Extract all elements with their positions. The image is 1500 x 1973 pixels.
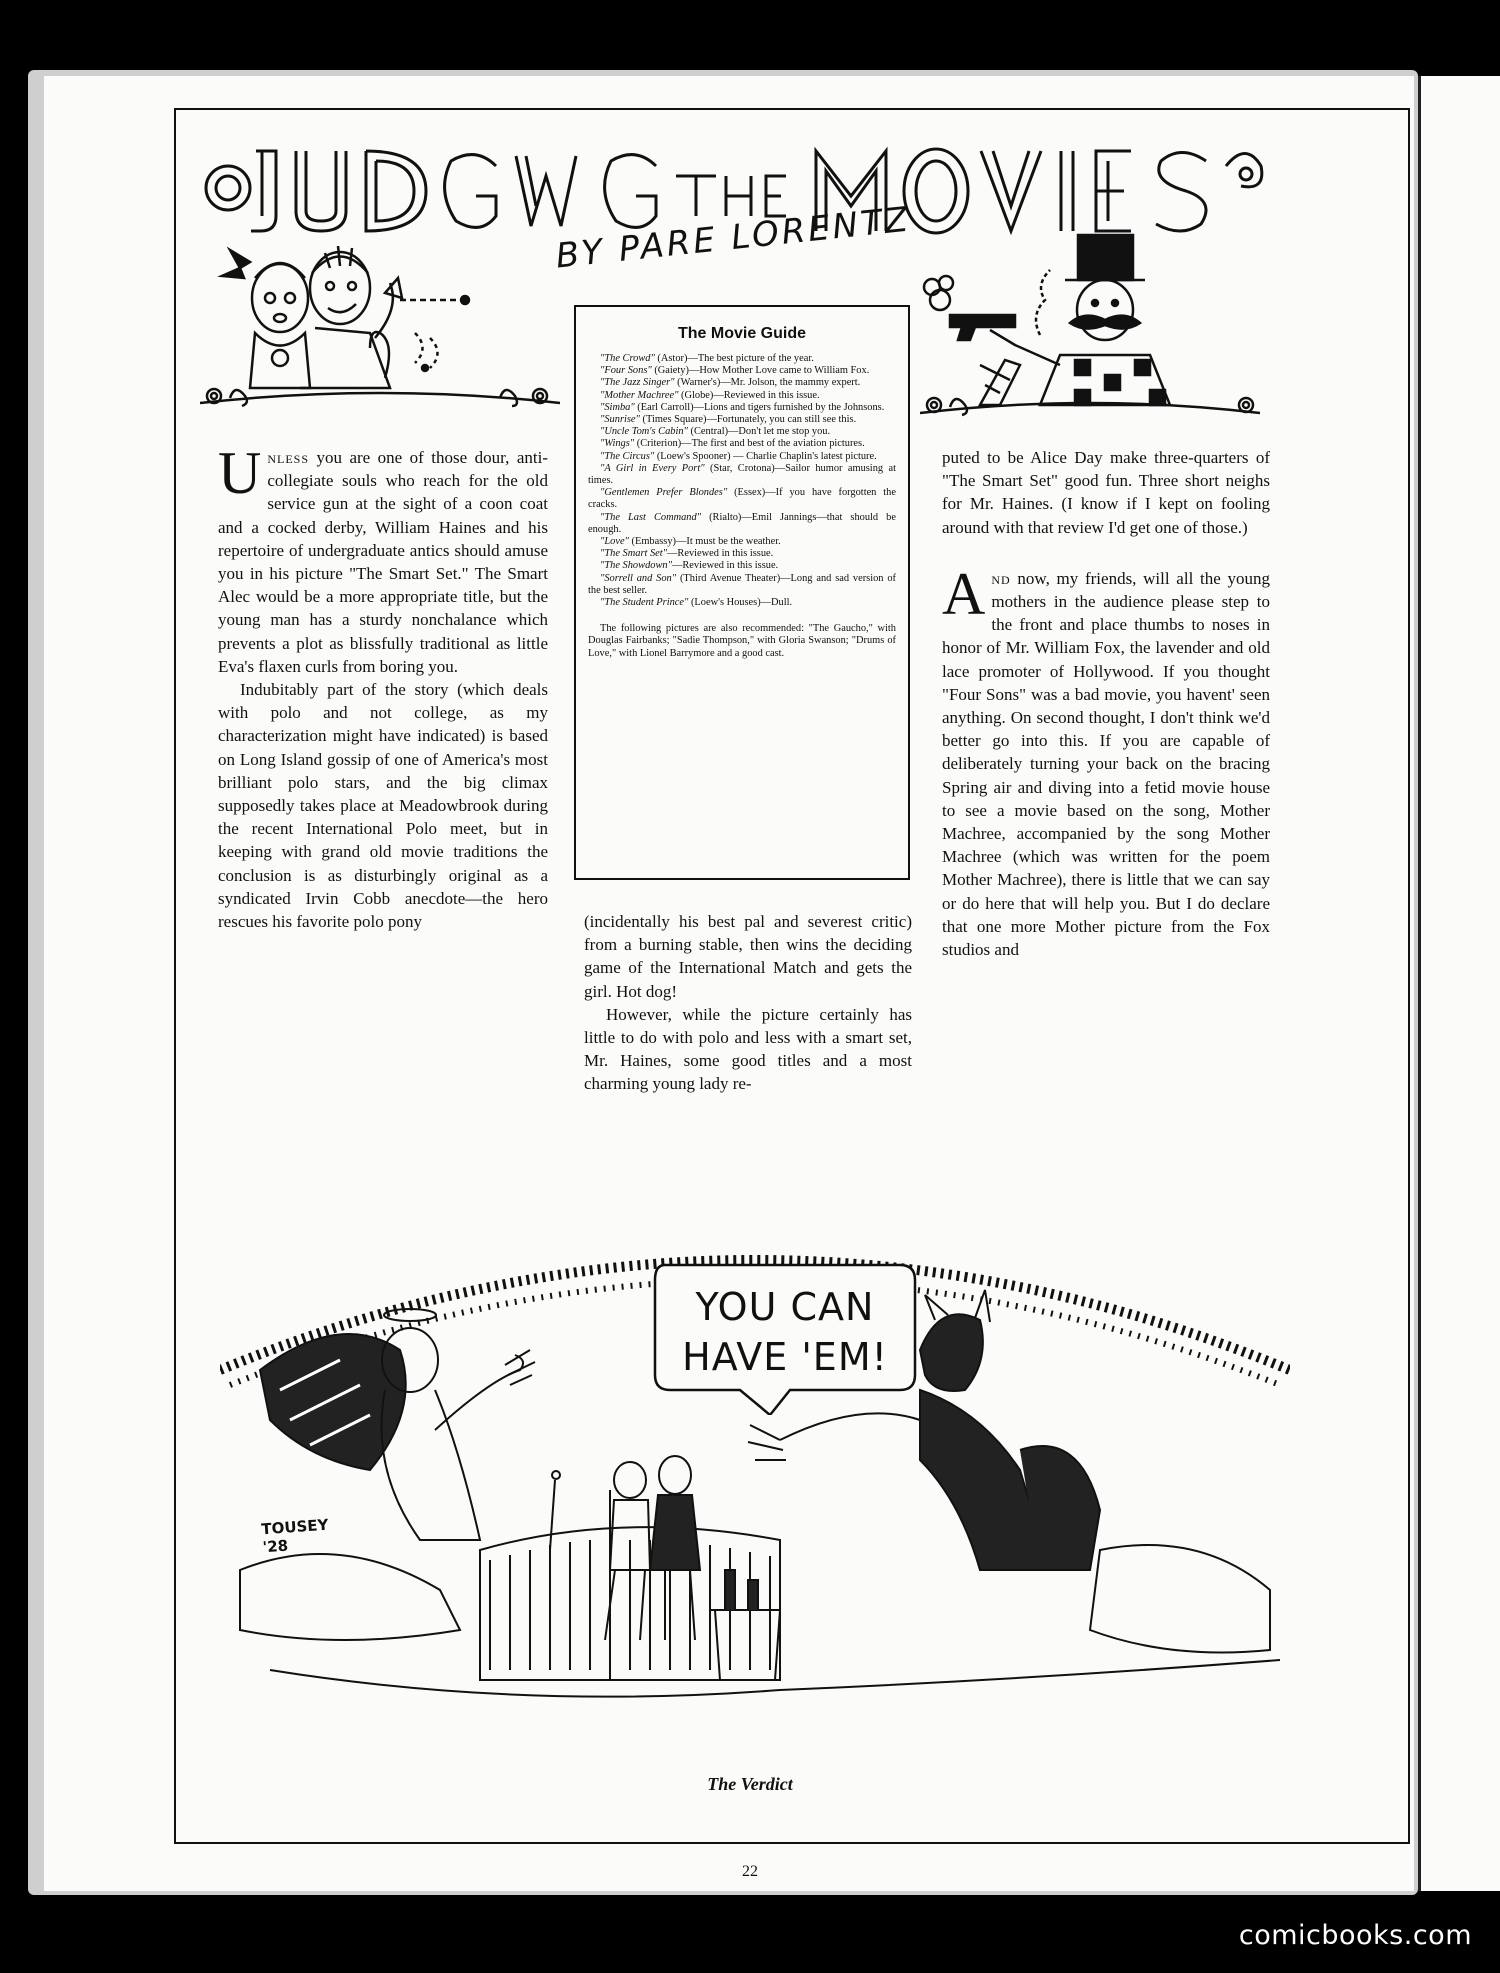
article-paragraph-continued: puted to be Alice Day make three-quarters of "The Smart Set" good fun. Three short neighs for Mr. Haines. (I know if I kept on fooling around with that review I'd get one of those.) — [942, 448, 1270, 537]
article-column-1 — [218, 440, 548, 933]
movie-guide-entry — [588, 536, 896, 548]
page-number: 22 — [742, 1863, 758, 1880]
film-note: (Loew's Houses)—Dull. — [688, 597, 793, 609]
film-note: (Gaiety)—How Mother Love came to William Fox. — [651, 365, 870, 377]
film-note: (Criterion)—The first and best of the aviation pictures. — [634, 438, 865, 450]
film-title: "A Girl in Every Port" — [600, 462, 705, 474]
movie-guide-recommendations: The following pictures are also recommended: "The Gaucho," with Douglas Fairbanks; "Sadie Thompson," with Gloria Swanson; "Drums of Love," with Lionel Barrymore and a good cast. — [588, 623, 896, 659]
movie-guide-entry — [588, 548, 896, 560]
film-title: "Sorrell and Son" — [600, 572, 677, 584]
small-caps-lead: nless — [267, 448, 310, 467]
film-note: (Loew's Spooner) — Charlie Chaplin's latest picture. — [654, 450, 877, 462]
film-title: "Wings" — [600, 438, 635, 450]
movie-guide-entry — [588, 560, 896, 572]
speech-line: YOU CAN — [695, 1285, 875, 1329]
movie-guide-entry — [588, 390, 896, 402]
film-title: "The Jazz Singer" — [600, 377, 675, 389]
film-note: (Globe)—Reviewed in this issue. — [678, 389, 820, 401]
film-title: "Simba" — [600, 401, 635, 413]
signature-name: TOUSEY — [260, 1515, 329, 1539]
film-title: "Sunrise" — [600, 414, 640, 426]
movie-guide-entry — [588, 426, 896, 438]
movie-guide-entry — [588, 402, 896, 414]
film-title: "The Showdown" — [600, 560, 672, 572]
article-paragraph: However, while the picture certainly has little to do with polo and less with a smart set, Mr. Haines, some good titles and a most charming young lady re- — [584, 1004, 912, 1094]
film-note: (Essex)—If you have forgotten the cracks. — [588, 487, 896, 511]
paragraph-text: you are one of those dour, anti-collegiate souls who reach for the old service gun at the sight of a coon coat and a cocked derby, William Haines and his repertoire of undergraduate antics should amuse you in his picture "The Smart Set." The Smart Alec would be a more appropriate title, but the young man has a sturdy nonchalance which prevents a plot as blissfully traditional as little Eva's flaxen curls from boring you. — [218, 448, 548, 676]
film-note: (Third Avenue Theater)—Long and sad version of the best seller. — [588, 572, 896, 596]
film-title: "The Last Command" — [600, 511, 702, 523]
movie-guide-entry — [588, 414, 896, 426]
film-note: (Astor)—The best picture of the year. — [654, 353, 814, 364]
film-title: "Uncle Tom's Cabin" — [600, 426, 688, 438]
article-column-2 — [584, 910, 912, 1096]
movie-guide-box — [574, 305, 910, 880]
film-note: (Rialto)—Emil Jannings—that should be enough. — [588, 511, 896, 535]
signature-year: '28 — [262, 1536, 289, 1557]
movie-guide-entry — [588, 365, 896, 377]
movie-guide-entry — [588, 353, 896, 365]
movie-guide-entry — [588, 377, 896, 389]
drop-cap: U — [218, 440, 262, 506]
article-paragraph: Indubitably part of the story (which deals with polo and not college, as my characterization might have indicated) is based on Long Island gossip of one of America's most brilliant polo stars, and the big climax supposedly takes place at Meadowbrook during the recent International Polo meet, but in keeping with grand old movie traditions the conclusion is as disturbingly original as a syndicated Irvin Cobb anecdote—the hero rescues his favorite polo pony — [218, 680, 548, 932]
movie-guide-entry — [588, 451, 896, 463]
byline: BY PARE LORENTZ — [553, 199, 913, 277]
film-title: "The Crowd" — [600, 353, 655, 364]
speech-line: HAVE 'EM! — [682, 1335, 888, 1379]
film-note: (Embassy)—It must be the weather. — [628, 536, 781, 548]
movie-guide-entry — [588, 438, 896, 450]
film-note: (Star, Crotona)—Sailor humor amusing at times. — [588, 462, 896, 487]
speech-text — [660, 1282, 910, 1382]
article-column-3 — [942, 446, 1270, 961]
film-note: —Reviewed in this issue. — [667, 548, 774, 560]
drop-cap: A — [942, 560, 986, 627]
college-couple-cartoon — [200, 238, 560, 418]
film-title: "The Student Prince" — [600, 597, 689, 609]
article-paragraph — [218, 440, 548, 678]
article-paragraph-continued: (incidentally his best pal and severest critic) from a burning stable, then wins the deciding game of the International Match and gets the girl. Hot dog! — [584, 912, 912, 1001]
film-title: "Love" — [600, 536, 629, 548]
film-title: "Gentlemen Prefer Blondes" — [600, 487, 728, 499]
facing-page-edge — [1418, 76, 1500, 1891]
article-paragraph — [942, 560, 1270, 961]
film-note: (Times Square)—Fortunately, you can still see this. — [639, 414, 857, 426]
movie-guide-entry — [588, 512, 896, 536]
film-title: "The Smart Set" — [600, 548, 668, 560]
film-note: —Reviewed in this issue. — [671, 560, 779, 572]
film-note: (Warner's)—Mr. Jolson, the mammy expert. — [674, 377, 861, 389]
movie-guide-entry — [588, 573, 896, 597]
film-title: "The Circus" — [600, 450, 655, 462]
movie-guide-entry — [588, 463, 896, 487]
small-caps-lead: nd — [991, 568, 1011, 588]
movie-guide-entry — [588, 597, 896, 609]
movie-guide-list — [588, 353, 896, 609]
film-title: "Mother Machree" — [600, 389, 679, 401]
artist-signature — [261, 1516, 330, 1557]
film-note: (Central)—Don't let me stop you. — [687, 426, 831, 438]
site-watermark: comicbooks.com — [1238, 1920, 1472, 1951]
film-note: (Earl Carroll)—Lions and tigers furnished by the Johnsons. — [634, 401, 885, 413]
movie-guide-entry — [588, 487, 896, 511]
film-title: "Four Sons" — [600, 365, 652, 377]
illustration-caption: The Verdict — [707, 1774, 793, 1794]
movie-guide-title: The Movie Guide — [677, 325, 806, 342]
villain-cartoon — [920, 215, 1260, 420]
paragraph-text: now, my friends, will all the young mothers in the audience please step to the front and place thumbs to noses in honor of Mr. William Fox, the lavender and old lace promoter of Hollywood. If you thought "Four Sons" was a bad movie, you havent' seen anything. On second thought, I don't think we'd better go into this. If you are capable of deliberately turning your back on the bracing Spring air and diving into a fetid movie house to see a movie based on the song, Mother Machree, accompanied by the song Mother Machree (which was written for the poem Mother Machree), there is little that we can say or do here that will help you. But I do declare that one more Mother picture from the Fox studios and — [942, 568, 1270, 960]
